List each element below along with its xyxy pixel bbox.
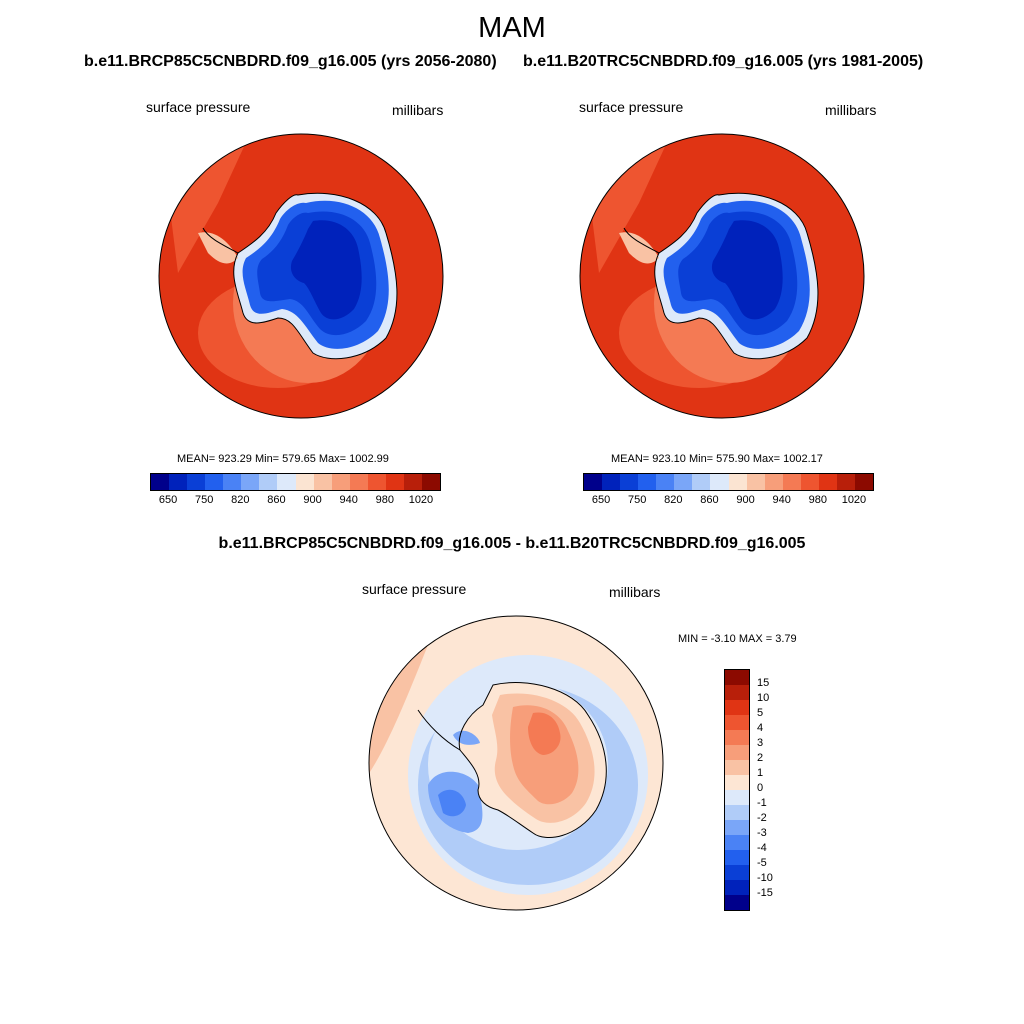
diff-stats: MIN = -3.10 MAX = 3.79 [678,633,797,645]
colorbar-tick-label: 860 [267,494,286,506]
colorbar-swatch [602,474,620,490]
colorbar-tick-label: 650 [158,494,178,506]
colorbar-swatch [783,474,801,490]
colorbar-tick-label: 820 [664,494,683,506]
colorbar-tick-label: 650 [591,494,611,506]
colorbar-swatch [368,474,386,490]
colorbar-swatch [259,474,277,490]
colorbar-tick-label: 1020 [408,494,434,506]
colorbar-swatch [725,775,749,790]
colorbar-tick-label: -2 [757,812,767,824]
colorbar-swatch [314,474,332,490]
colorbar-tick-label: 900 [736,494,755,506]
panel2-stats: MEAN= 923.10 Min= 575.90 Max= 1002.17 [611,453,823,465]
panel2-polar-map [579,133,865,419]
panel2-variable-label: surface pressure [579,99,684,115]
colorbar-tick-label: -5 [757,857,767,869]
panel1-stats: MEAN= 923.29 Min= 579.65 Max= 1002.99 [177,453,389,465]
colorbar-swatch [656,474,674,490]
colorbar-tick-label: 980 [808,494,827,506]
colorbar-tick-label: 5 [757,707,764,719]
colorbar-swatch [725,820,749,835]
colorbar-swatch [151,474,169,490]
colorbar-swatch [205,474,223,490]
panel2-units-label: millibars [825,102,877,118]
panel1-colorbar [150,473,441,491]
colorbar-swatch [350,474,368,490]
colorbar-swatch [725,730,749,745]
panel1-polar-map [158,133,444,419]
colorbar-swatch [855,474,873,490]
colorbar-swatch [725,865,749,880]
figure-title: MAM [478,12,546,44]
colorbar-tick-label: 940 [772,494,791,506]
colorbar-tick-label: -1 [757,797,767,809]
colorbar-tick-label: 0 [757,782,764,794]
panel1-title: b.e11.BRCP85C5CNBDRD.f09_g16.005 (yrs 2056-2080) [84,53,497,70]
colorbar-swatch [729,474,747,490]
colorbar-swatch [725,760,749,775]
panel1-units-label: millibars [392,102,444,118]
colorbar-swatch [223,474,241,490]
colorbar-swatch [692,474,710,490]
colorbar-swatch [747,474,765,490]
colorbar-tick-label: -10 [757,872,773,884]
colorbar-tick-label: -15 [757,887,773,899]
colorbar-swatch [725,715,749,730]
colorbar-swatch [725,835,749,850]
colorbar-swatch [725,880,749,895]
colorbar-tick-label: 15 [757,677,770,689]
colorbar-swatch [241,474,259,490]
panel2-title: b.e11.B20TRC5CNBDRD.f09_g16.005 (yrs 1981-2005) [523,53,924,70]
colorbar-swatch [296,474,314,490]
colorbar-swatch [725,670,749,685]
colorbar-swatch [674,474,692,490]
diff-polar-map [368,615,664,911]
colorbar-swatch [801,474,819,490]
colorbar-swatch [725,685,749,700]
colorbar-swatch [404,474,422,490]
colorbar-swatch [837,474,855,490]
colorbar-tick-label: 900 [303,494,322,506]
diff-title: b.e11.BRCP85C5CNBDRD.f09_g16.005 - b.e11.B20TRC5CNBDRD.f09_g16.005 [218,535,806,552]
colorbar-swatch [725,850,749,865]
colorbar-swatch [725,745,749,760]
diff-variable-label: surface pressure [362,581,467,597]
colorbar-swatch [765,474,783,490]
colorbar-tick-label: 2 [757,752,764,764]
colorbar-tick-label: 980 [375,494,394,506]
colorbar-tick-label: 750 [195,494,214,506]
colorbar-tick-label: -3 [757,827,767,839]
colorbar-tick-label: 750 [628,494,647,506]
diff-units-label: millibars [609,584,661,600]
colorbar-tick-label: 820 [231,494,250,506]
colorbar-swatch [725,805,749,820]
colorbar-swatch [169,474,187,490]
colorbar-swatch [819,474,837,490]
colorbar-tick-label: 3 [757,737,764,749]
colorbar-swatch [638,474,656,490]
colorbar-tick-label: 940 [339,494,358,506]
colorbar-tick-label: 860 [700,494,719,506]
colorbar-swatch [584,474,602,490]
colorbar-tick-label: 1020 [841,494,867,506]
colorbar-tick-label: 4 [757,722,764,734]
colorbar-tick-label: 10 [757,692,770,704]
colorbar-swatch [332,474,350,490]
colorbar-swatch [386,474,404,490]
colorbar-swatch [710,474,728,490]
colorbar-tick-label: -4 [757,842,767,854]
panel2-colorbar [583,473,874,491]
colorbar-swatch [725,700,749,715]
colorbar-swatch [620,474,638,490]
colorbar-swatch [725,895,749,910]
panel1-variable-label: surface pressure [146,99,251,115]
colorbar-swatch [725,790,749,805]
colorbar-tick-label: 1 [757,767,764,779]
colorbar-swatch [187,474,205,490]
colorbar-swatch [422,474,440,490]
colorbar-swatch [277,474,295,490]
diff-colorbar [724,669,750,911]
